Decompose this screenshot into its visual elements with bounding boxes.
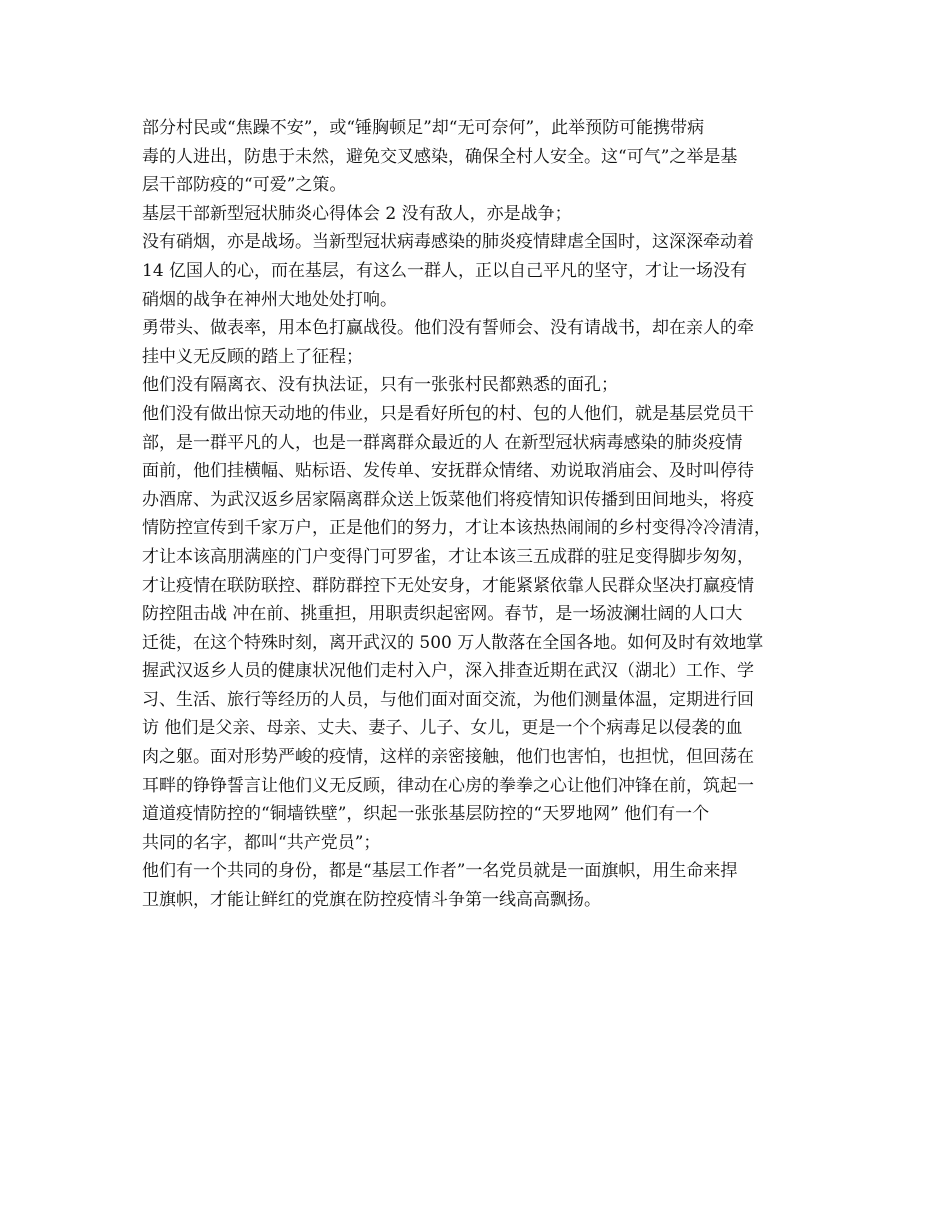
text-line: 硝烟的战争在神州大地处处打响。 — [142, 289, 397, 310]
text-line: 肉之躯。面对形势严峻的疫情，这样的亲密接触，他们也害怕，也担忧，但回荡在 — [142, 747, 754, 768]
text-line: 部，是一群平凡的人，也是一群离群众最近的人 在新型冠状病毒感染的肺炎疫情 — [142, 432, 743, 453]
text-line: 耳畔的铮铮誓言让他们义无反顾，律动在心房的拳拳之心让他们冲锋在前，筑起一 — [142, 775, 754, 796]
text-line: 卫旗帜，才能让鲜红的党旗在防控疫情斗争第一线高高飘扬。 — [142, 890, 601, 911]
text-line: 才让本该高朋满座的门户变得门可罗雀，才让本该三五成群的驻足变得脚步匆匆， — [142, 546, 754, 567]
text-line: 基层干部新型冠状肺炎心得体会 2 没有敌人，亦是战争； — [142, 203, 572, 224]
text-line: 部分村民或“焦躁不安”，或“锤胸顿足”却“无可奈何”，此举预防可能携带病 — [142, 118, 705, 138]
text-line: 没有硝烟，亦是战场。当新型冠状病毒感染的肺炎疫情肆虐全国时，这深深牵动着 — [142, 232, 754, 253]
text-line: 层干部防疫的“可爱”之策。 — [142, 175, 347, 196]
text-line: 才让疫情在联防联控、群防群控下无处安身，才能紧紧依靠人民群众坚决打赢疫情 — [142, 575, 754, 596]
text-line: 握武汉返乡人员的健康状况他们走村入户，深入排查近期在武汉（湖北）工作、学 — [142, 661, 754, 682]
text-line: 面前，他们挂横幅、贴标语、发传单、安抚群众情绪、劝说取消庙会、及时叫停待 — [142, 461, 754, 482]
text-line: 访 他们是父亲、母亲、丈夫、妻子、儿子、女儿，更是一个个病毒足以侵袭的血 — [142, 718, 743, 739]
text-line: 防控阻击战 冲在前、挑重担，用职责织起密网。春节，是一场波澜壮阔的人口大 — [142, 604, 743, 625]
text-line: 情防控宣传到千家万户，正是他们的努力，才让本该热热闹闹的乡村变得冷冷清清， — [142, 518, 771, 539]
text-line: 毒的人进出，防患于未然，避免交叉感染，确保全村人安全。这“可气”之举是基 — [142, 146, 738, 167]
text-line: 他们没有隔离衣、没有执法证，只有一张张村民都熟悉的面孔； — [142, 375, 618, 396]
text-line: 14 亿国人的心，而在基层，有这么一群人，正以自己平凡的坚守，才让一场没有 — [142, 260, 748, 281]
text-line: 他们没有做出惊天动地的伟业，只是看好所包的村、包的人他们，就是基层党员干 — [142, 403, 754, 424]
body-text — [142, 114, 832, 915]
text-line: 办酒席、为武汉返乡居家隔离群众送上饭菜他们将疫情知识传播到田间地头，将疫 — [142, 489, 754, 510]
text-line: 习、生活、旅行等经历的人员，与他们面对面交流，为他们测量体温，定期进行回 — [142, 689, 754, 710]
text-line: 他们有一个共同的身份，都是“基层工作者”一名党员就是一面旗帜，用生命来捍 — [142, 861, 738, 882]
text-line: 迁徙，在这个特殊时刻，离开武汉的 500 万人散落在全国各地。如何及时有效地掌 — [142, 632, 764, 653]
text-line: 道道疫情防控的“铜墙铁壁”，织起一张张基层防控的“天罗地网” 他们有一个 — [142, 804, 710, 825]
text-line: 挂中义无反顾的踏上了征程； — [142, 346, 363, 367]
text-line: 共同的名字，都叫“共产党员”； — [142, 832, 381, 853]
text-line: 勇带头、做表率，用本色打赢战役。他们没有誓师会、没有请战书，却在亲人的牵 — [142, 318, 754, 339]
